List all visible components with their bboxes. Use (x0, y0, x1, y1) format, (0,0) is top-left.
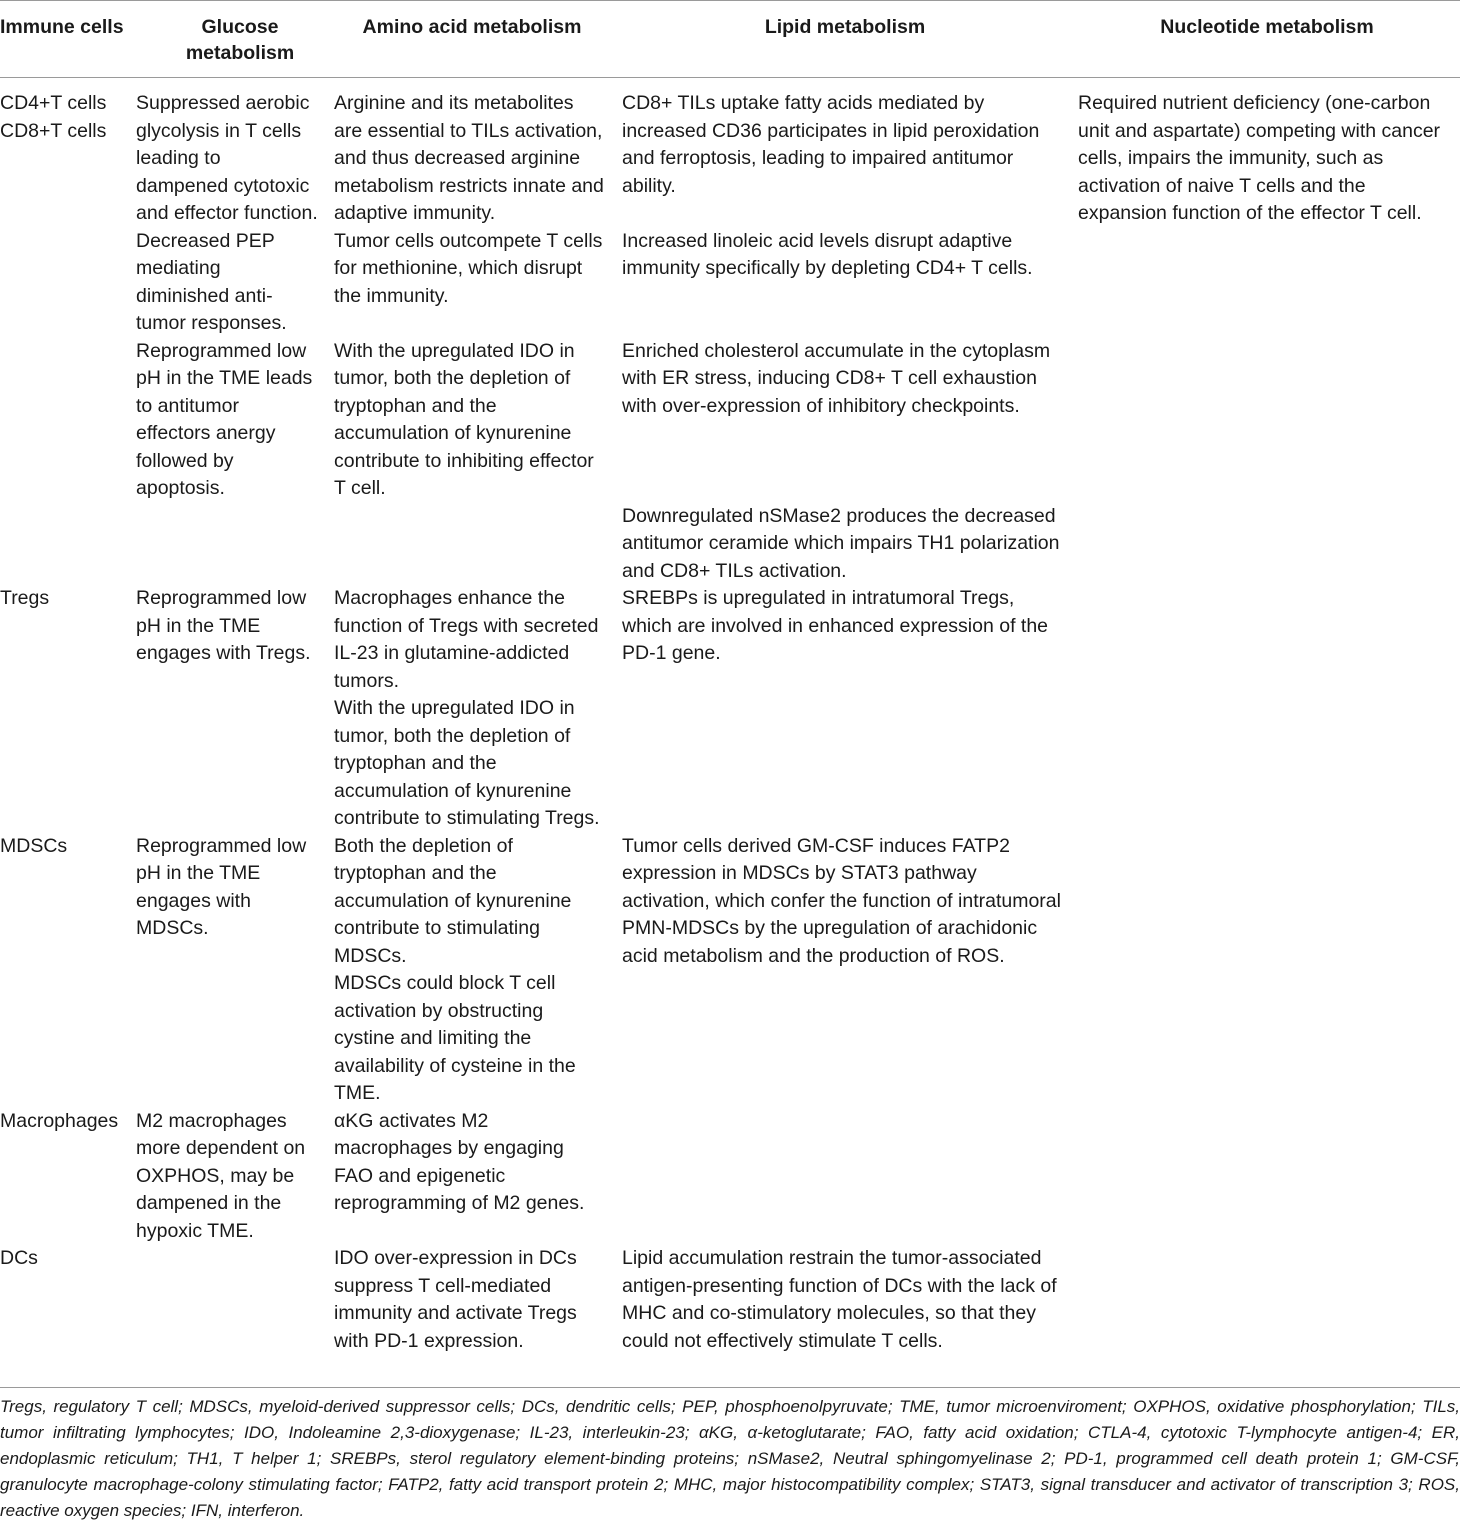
lipid-cell (616, 90, 1074, 228)
lipid-cell (616, 833, 1074, 1108)
table-row (0, 503, 1460, 586)
immune-cell (0, 1245, 130, 1355)
table-row (0, 90, 1460, 228)
glucose-cell-text: M2 macrophages more dependent on OXPHOS, may be dampened in the hypoxic TME. (136, 1109, 306, 1242)
immune-cell-text: DCs (0, 1247, 38, 1269)
header-row (0, 14, 1460, 66)
immune-cell (0, 338, 130, 503)
immune-cell-text: Macrophages (0, 1109, 119, 1132)
amino-cell-text: Macrophages enhance the function of Tregs with secreted IL-23 in glutamine-addicted tumors. (334, 587, 599, 692)
glucose-cell (130, 833, 328, 1108)
glucose-cell-text: Reprogrammed low pH in the TME leads to antitumor effectors anergy followed by apoptosis. (136, 339, 313, 499)
table-row (0, 1108, 1460, 1246)
immune-cell (0, 1108, 130, 1246)
header-glucose: Glucose metabolism (185, 16, 295, 64)
header-table (0, 14, 1460, 66)
immune-cell (0, 585, 130, 833)
lipid-cell (616, 228, 1074, 338)
nucleotide-cell (1074, 833, 1460, 1108)
lipid-cell-text: Increased linoleic acid levels disrupt adaptive immunity specifically by depleting CD4+ T cells. (622, 229, 1033, 279)
glucose-cell-text: Reprogrammed low pH in the TME engages with MDSCs. (136, 834, 307, 939)
amino-cell (328, 1245, 616, 1355)
immune-cell (0, 833, 130, 1108)
header-amino: Amino acid metabolism (362, 16, 582, 38)
nucleotide-cell (1074, 585, 1460, 833)
amino-cell-text: αKG activates M2 macrophages by engaging FAO and epigenetic reprogramming of M2 genes. (334, 1109, 585, 1214)
table-row (0, 1245, 1460, 1355)
table-row (0, 228, 1460, 338)
top-rule (0, 0, 1460, 1)
table-row (0, 585, 1460, 833)
header-immune-cells: Immune cells (0, 16, 124, 38)
amino-cell-text: IDO over-expression in DCs suppress T cell-mediated immunity and activate Tregs with PD-1 expression. (334, 1247, 577, 1352)
immune-cell-text: MDSCs (0, 834, 68, 857)
header-rule (0, 77, 1460, 78)
amino-cell (328, 503, 616, 586)
table-row (0, 833, 1460, 1108)
nucleotide-cell (1074, 1108, 1460, 1246)
amino-cell-text: Tumor cells outcompete T cells for methionine, which disrupt the immunity. (334, 229, 603, 307)
nucleotide-cell (1074, 228, 1460, 338)
glucose-cell-text: Reprogrammed low pH in the TME engages with Tregs. (136, 587, 311, 664)
table-row (0, 338, 1460, 503)
header-nucleotide: Nucleotide metabolism (1160, 16, 1374, 38)
amino-cell (328, 90, 616, 228)
amino-cell (328, 338, 616, 503)
glucose-cell (130, 1245, 328, 1355)
table-footnote: Tregs, regulatory T cell; MDSCs, myeloid-derived suppressor cells; DCs, dendritic cells; PEP, phosphoenolpyruvate; TME, tumor microenviroment; OXPHOS, oxidative phosphorylation; TILs, tumor infiltrating lymphocytes; IDO, Indoleamine 2,3-dioxygenase; IL-23, interleukin-23; αKG, α-ketoglutarate; FAO, fatty acid oxidation; CTLA-4, cytotoxic T-lymphocyte antigen-4; ER, endoplasmic reticulum; TH1, T helper 1; SREBPs, sterol regulatory element-binding proteins; nSMase2, Neutral sphingomyelinase 2; PD-1, programmed cell death protein 1; GM-CSF, granulocyte macrophage-colony stimulating factor; FATP2, fatty acid transport protein 2; MHC, major histocompatibility complex; STAT3, signal transducer and activator of transcription 3; ROS, reactive oxygen species; IFN, interferon. (0, 1397, 1460, 1520)
amino-cell (328, 1108, 616, 1246)
glucose-cell-text: Suppressed aerobic glycolysis in T cells leading to dampened cytotoxic and effector function. (136, 92, 318, 224)
immune-cell-text: CD8+T cells (0, 119, 107, 142)
nucleotide-cell-text: Required nutrient deficiency (one-carbon unit and aspartate) competing with cancer cells, impairs the immunity, such as activation of naive T cells and the expansion function of the effector T cell. (1078, 92, 1441, 224)
amino-cell-text: Both the depletion of tryptophan and the accumulation of kynurenine contribute to stimulating MDSCs. (334, 834, 572, 967)
lipid-cell (616, 338, 1074, 503)
glucose-cell (130, 1108, 328, 1246)
immune-cell (0, 90, 130, 228)
glucose-cell (130, 585, 328, 833)
immune-cell (0, 503, 130, 586)
body-table (0, 90, 1460, 1355)
nucleotide-cell (1074, 1245, 1460, 1355)
amino-cell (328, 833, 616, 1108)
glucose-cell-text: Decreased PEP mediating diminished anti-tumor responses. (136, 229, 287, 334)
glucose-cell (130, 338, 328, 503)
amino-cell-text: MDSCs could block T cell activation by obstructing cystine and limiting the availability of cysteine in the TME. (334, 972, 576, 1104)
lipid-cell-text: CD8+ TILs uptake fatty acids mediated by increased CD36 participates in lipid peroxidation and ferroptosis, leading to impaired antitumor ability. (622, 92, 1040, 197)
lipid-cell (616, 1108, 1074, 1246)
amino-cell-text: With the upregulated IDO in tumor, both the depletion of tryptophan and the accumulation of kynurenine contribute to inhibiting effector T cell. (334, 339, 594, 499)
lipid-cell (616, 1245, 1074, 1355)
lipid-cell-text: Lipid accumulation restrain the tumor-associated antigen-presenting function of DCs with the lack of MHC and co-stimulatory molecules, so that they could not effectively stimulate T cells. (622, 1247, 1057, 1352)
lipid-cell (616, 585, 1074, 833)
glucose-cell (130, 503, 328, 586)
immune-cell (0, 228, 130, 338)
lipid-cell-text: SREBPs is upregulated in intratumoral Tregs, which are involved in enhanced expression of the PD-1 gene. (622, 587, 1049, 664)
amino-cell-text: Arginine and its metabolites are essential to TILs activation, and thus decreased arginine metabolism restricts innate and adaptive immunity. (334, 92, 604, 224)
immune-cell-text: CD4+T cells (0, 92, 107, 114)
nucleotide-cell (1074, 338, 1460, 503)
glucose-cell (130, 228, 328, 338)
lipid-cell-text: Downregulated nSMase2 produces the decreased antitumor ceramide which impairs TH1 polarization and CD8+ TILs activation. (622, 504, 1060, 582)
nucleotide-cell (1074, 90, 1460, 228)
nucleotide-cell (1074, 503, 1460, 586)
lipid-cell-text: Enriched cholesterol accumulate in the cytoplasm with ER stress, inducing CD8+ T cell exhaustion with over-expression of inhibitory checkpoints. (622, 339, 1051, 417)
amino-cell-text: With the upregulated IDO in tumor, both the depletion of tryptophan and the accumulation of kynurenine contribute to stimulating Tregs. (334, 697, 600, 829)
glucose-cell (130, 90, 328, 228)
header-lipid: Lipid metabolism (764, 16, 926, 38)
lipid-cell-text: Tumor cells derived GM-CSF induces FATP2 expression in MDSCs by STAT3 pathway activation, which confer the function of intratumoral PMN-MDSCs by the upregulation of arachidonic acid metabolism and the production of ROS. (622, 834, 1061, 967)
immune-cell-text: Tregs (0, 587, 50, 609)
amino-cell (328, 585, 616, 833)
lipid-cell (616, 503, 1074, 586)
bottom-rule (0, 1387, 1460, 1388)
amino-cell (328, 228, 616, 338)
